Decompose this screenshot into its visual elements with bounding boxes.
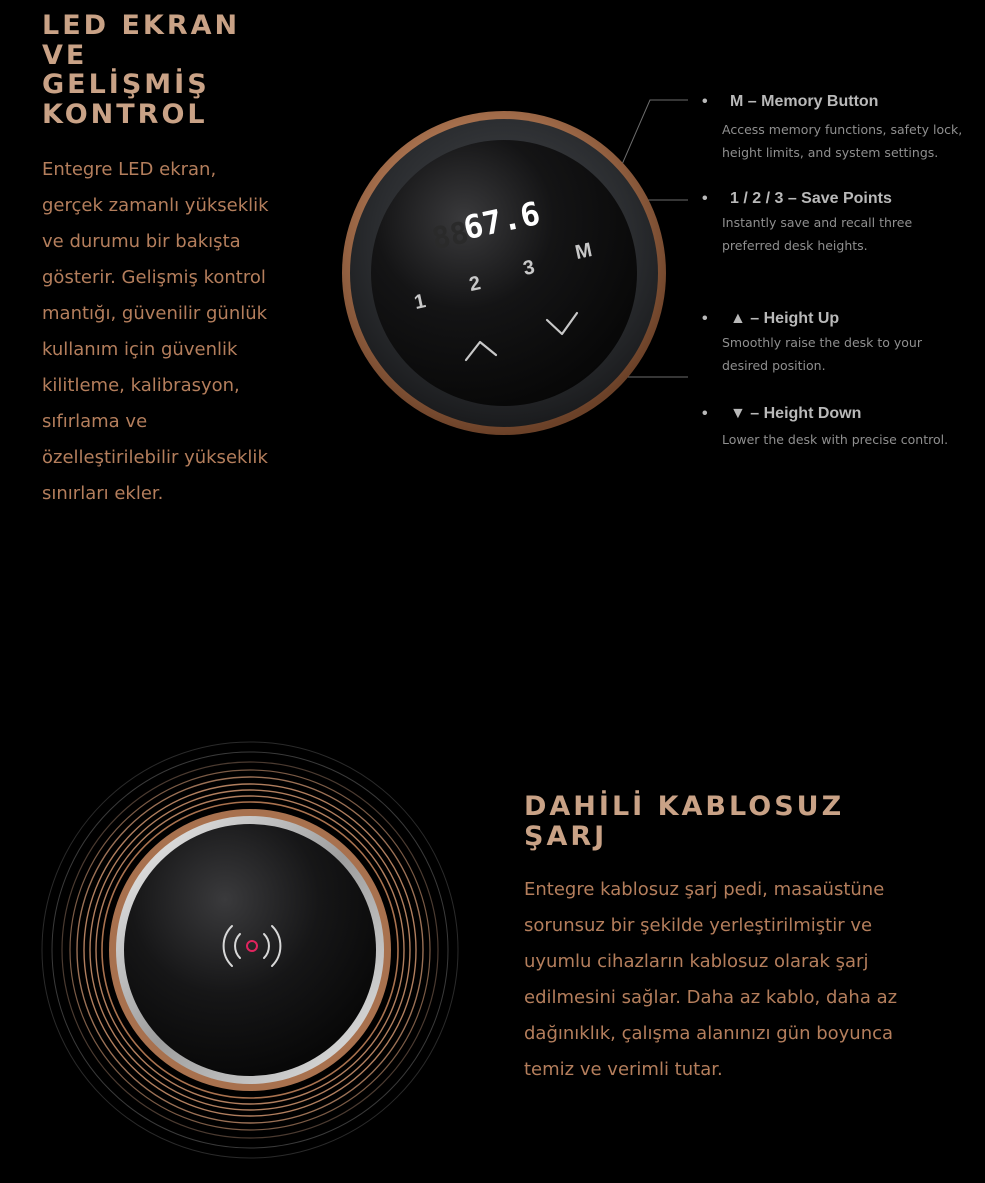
desc-line: Access memory functions, safety lock,	[722, 122, 963, 137]
wireless-section-title	[524, 793, 944, 853]
desc-line: Smoothly raise the desk to your	[722, 335, 922, 350]
control-panel-illustration	[330, 90, 700, 450]
body-line: edilmesini sağlar. Daha az kablo, daha az	[524, 987, 898, 1008]
panel-face	[371, 140, 637, 406]
led-section-body	[42, 152, 312, 512]
title-line: VE	[42, 39, 88, 71]
feature-label: M – Memory Button	[730, 93, 879, 110]
body-line: Entegre kablosuz şarj pedi, masaüstüne	[524, 879, 885, 900]
feature-save-points	[702, 189, 982, 257]
feature-description	[722, 118, 982, 164]
feature-label: 1 / 2 / 3 – Save Points	[730, 190, 892, 207]
feature-description	[722, 211, 982, 257]
save-point-3-button[interactable]: 3	[521, 256, 537, 280]
feature-height-down	[702, 404, 982, 451]
wireless-section-body	[524, 872, 964, 1088]
body-line: gerçek zamanlı yükseklik	[42, 195, 269, 216]
feature-memory-button	[702, 92, 982, 164]
body-line: sorunsuz bir şekilde yerleştirilmiştir ve	[524, 915, 873, 936]
feature-label: ▲ – Height Up	[730, 310, 840, 327]
led-ghost-digits: 88	[429, 215, 472, 258]
feature-label: ▼ – Height Down	[730, 405, 862, 422]
led-height-readout: 67.6	[460, 194, 544, 248]
body-line: gösterir. Gelişmiş kontrol	[42, 267, 266, 288]
desc-line: preferred desk heights.	[722, 238, 868, 253]
title-line: DAHİLİ KABLOSUZ	[524, 791, 845, 822]
bullet: •	[702, 405, 708, 422]
body-line: uyumlu cihazların kablosuz olarak şarj	[524, 951, 869, 972]
body-line: ve durumu bir bakışta	[42, 231, 241, 252]
desc-line: Instantly save and recall three	[722, 215, 913, 230]
save-point-2-button[interactable]: 2	[467, 272, 483, 296]
desc-line: height limits, and system settings.	[722, 145, 939, 160]
memory-button[interactable]: M	[573, 238, 595, 264]
feature-description	[722, 331, 982, 377]
feature-height-up	[702, 309, 982, 377]
bullet: •	[702, 190, 708, 207]
desc-line: desired position.	[722, 358, 826, 373]
body-line: temiz ve verimli tutar.	[524, 1059, 723, 1080]
body-line: kilitleme, kalibrasyon,	[42, 375, 240, 396]
desc-line: Lower the desk with precise control.	[722, 432, 949, 447]
title-line: KONTROL	[42, 98, 208, 130]
body-line: sıfırlama ve	[42, 411, 148, 432]
title-line: ŞARJ	[524, 821, 608, 852]
save-point-1-button[interactable]: 1	[412, 290, 428, 314]
title-line: GELİŞMİŞ	[42, 69, 210, 100]
led-section-title	[42, 12, 282, 130]
body-line: Entegre LED ekran,	[42, 159, 217, 180]
body-line: kullanım için güvenlik	[42, 339, 238, 360]
title-line: LED EKRAN	[42, 10, 241, 41]
body-line: sınırları ekler.	[42, 483, 164, 504]
feature-description	[722, 428, 982, 451]
body-line: dağınıklık, çalışma alanınızı gün boyunca	[524, 1023, 894, 1044]
wireless-charger-illustration	[30, 730, 470, 1170]
body-line: özelleştirilebilir yükseklik	[42, 447, 268, 468]
bullet: •	[702, 310, 708, 327]
body-line: mantığı, güvenilir günlük	[42, 303, 268, 324]
bullet: •	[702, 93, 708, 110]
